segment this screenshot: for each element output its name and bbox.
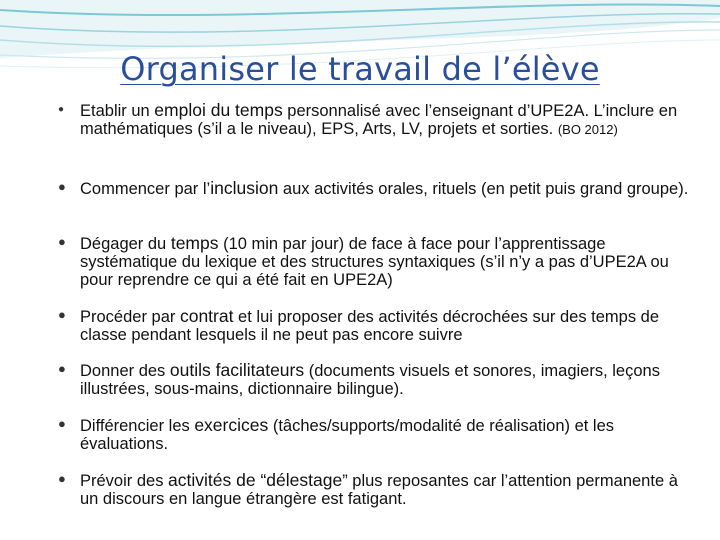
bullet-dot-icon: ●	[58, 471, 66, 486]
bullet-keyword: outils facilitateurs	[169, 360, 305, 380]
bullet-item	[58, 100, 700, 139]
bullet-text: et lui proposer des activités décrochées sur des temps de classe pendant lesquels il ne peut pas encore suivre	[80, 308, 660, 344]
bullet-text: Etablir un	[80, 102, 155, 120]
bullet-text: Dégager du	[80, 235, 171, 253]
bullet-dot-icon: ●	[58, 179, 66, 194]
bullet-text: aux activités orales, rituels (en petit puis grand groupe).	[278, 180, 689, 198]
bullet-item	[58, 360, 700, 398]
bullet-item	[58, 470, 700, 508]
slide-title: Organiser le travail de l’élève	[120, 50, 600, 88]
bullet-keyword: exercices	[194, 415, 269, 435]
bullet-text: Prévoir des	[80, 472, 169, 490]
bullet-text: (10 min par jour) de face à face pour l’apprentissage systématique du lexique et des structures syntaxiques (s’il n’y a pas d’UPE2A ou pour reprendre ce qui a été fait en UPE2A)	[80, 235, 669, 289]
bullet-keyword: temps	[170, 233, 219, 253]
bullet-dot-icon: ●	[58, 234, 66, 249]
bullet-text: (tâches/supports/modalité de réalisation) et les évaluations.	[80, 417, 615, 453]
bullet-keyword: emploi du temps	[154, 100, 283, 120]
bullet-dot-icon: ●	[58, 104, 65, 115]
bullet-keyword: inclusion	[210, 178, 279, 198]
bullet-text: personnalisé avec l’enseignant d’UPE2A. L’inclure en mathématiques (s’il a le niveau), EPS, Arts, LV, projets et sorties.	[80, 102, 678, 138]
bullet-text: Donner des	[80, 362, 170, 380]
bullet-text: Différencier les	[80, 417, 195, 435]
bullet-item	[58, 415, 700, 453]
bullet-dot-icon: ●	[58, 416, 66, 431]
bullet-text: Procéder par	[80, 308, 180, 326]
bullet-item	[58, 306, 700, 344]
bullet-text: Commencer par l’	[80, 180, 211, 198]
bullet-keyword: activités de “délestage	[168, 470, 343, 490]
bullet-keyword: contrat	[179, 306, 234, 326]
bullet-reference: (BO 2012)	[557, 122, 618, 137]
bullet-text: (documents visuels et sonores, imagiers, leçons illustrées, sous-mains, dictionnaire bilingue).	[80, 362, 660, 398]
bullet-text: ” plus reposantes car l’attention permanente à un discours en langue étrangère est fatigant.	[80, 472, 678, 508]
bullet-item	[58, 233, 700, 289]
bullet-dot-icon: ●	[58, 361, 66, 376]
bullet-dot-icon: ●	[58, 307, 66, 322]
bullet-item	[58, 178, 700, 198]
